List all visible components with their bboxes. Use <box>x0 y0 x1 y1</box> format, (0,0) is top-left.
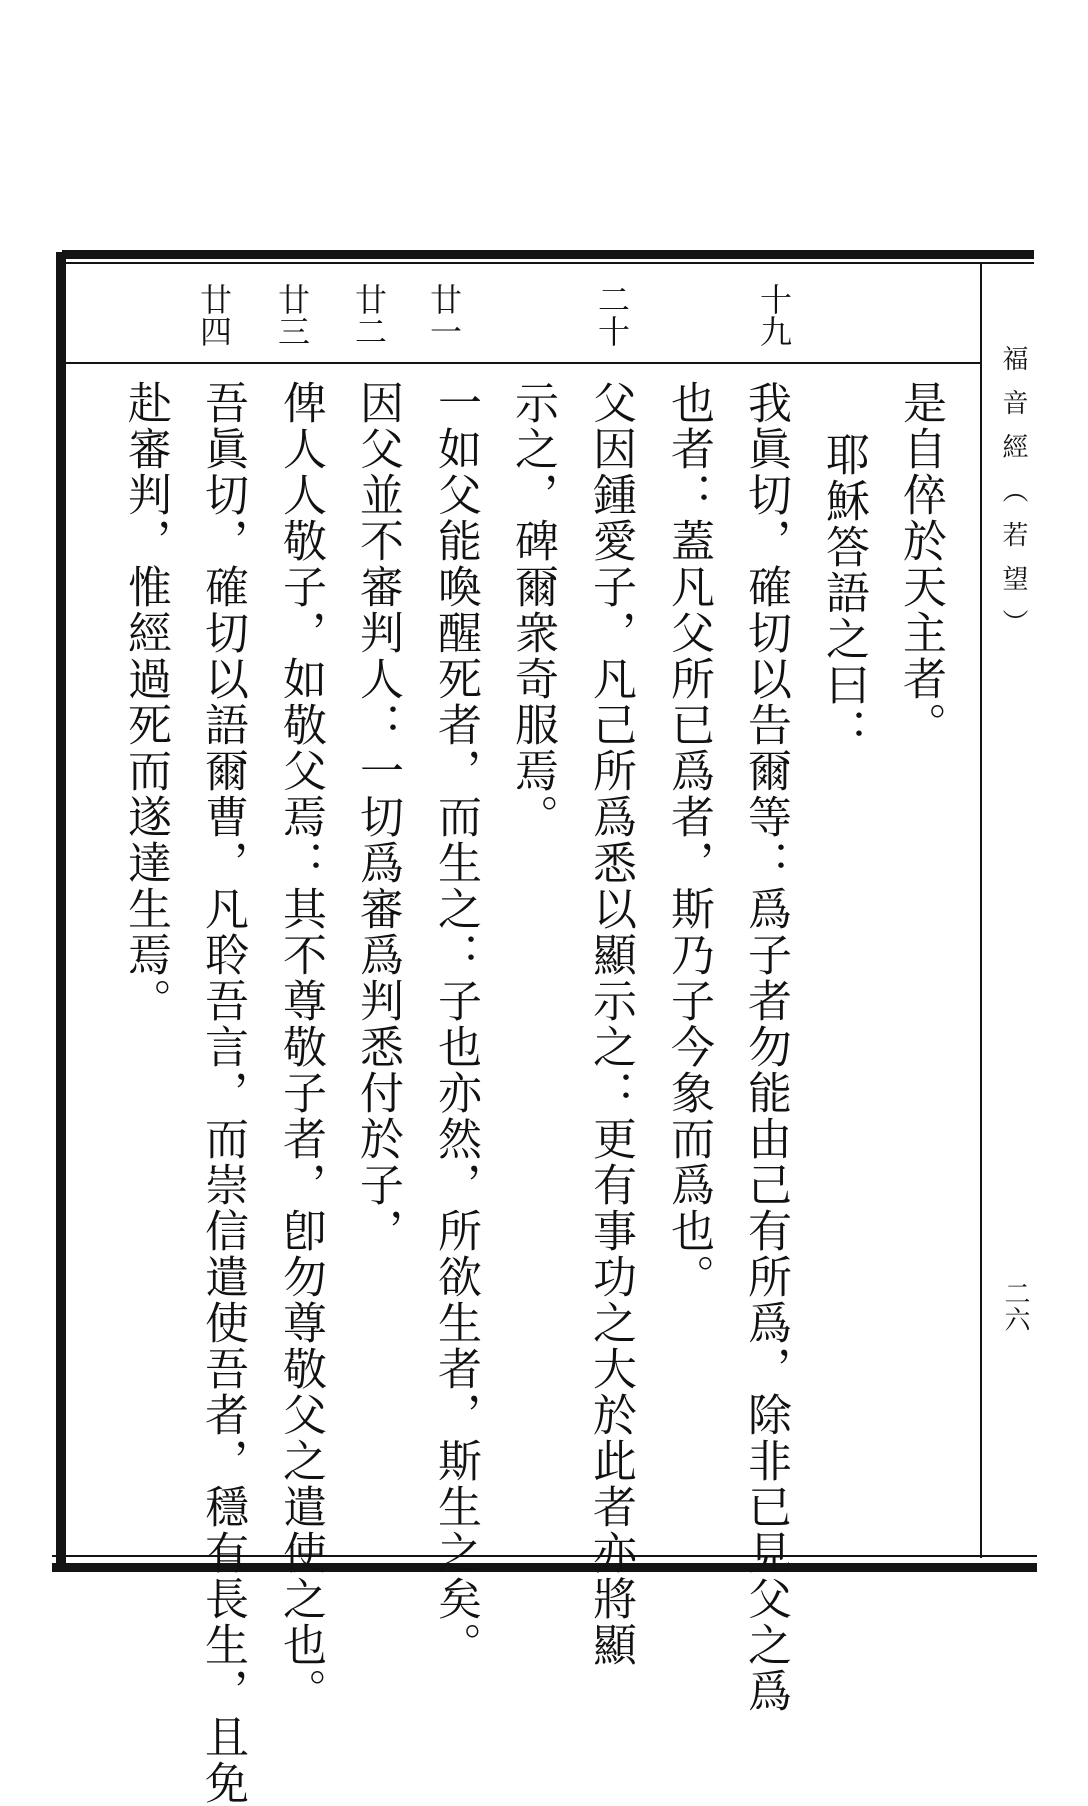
verse-number-21: 廿一 <box>425 283 463 347</box>
text-column-5: 父因鍾愛子，凡己所爲悉以顯示之：更有事功之大於此者亦將顯 <box>585 380 636 1668</box>
text-column-7: 一如父能喚醒死者，而生之：子也亦然，所欲生者，斯生之矣。 <box>430 380 481 1668</box>
verse-number-24: 廿四 <box>195 283 233 347</box>
text-column-6: 示之，碑爾衆奇服焉。 <box>507 380 558 840</box>
top-border-thick <box>62 250 1034 259</box>
text-column-2: 耶穌答語之曰： <box>818 432 869 754</box>
verse-number-20: 二十 <box>593 283 631 347</box>
right-border <box>980 262 982 1558</box>
text-column-11: 赴審判，惟經過死而遂達生焉。 <box>120 380 171 1024</box>
verse-number-divider <box>66 362 980 364</box>
text-column-3: 我眞切，確切以告爾等：爲子者勿能由己有所爲，除非已見父之爲 <box>740 380 791 1714</box>
text-column-9: 俾人人敬子，如敬父焉：其不尊敬子者，卽勿尊敬父之遣使之也。 <box>275 380 326 1714</box>
verse-number-23: 廿三 <box>273 283 311 347</box>
page-number: 二六 <box>1000 1280 1030 1332</box>
running-title: 福音經（若望） <box>998 345 1028 653</box>
left-border <box>56 252 66 1570</box>
text-column-10: 吾眞切，確切以語爾曹，凡聆吾言，而崇信遣使吾者，穩有長生，且免 <box>197 380 248 1806</box>
text-column-8: 因父並不審判人：一切爲審爲判悉付於子， <box>352 380 403 1254</box>
text-column-1: 是自倅於天主者。 <box>895 380 946 748</box>
verse-number-19: 十九 <box>755 283 793 347</box>
verse-number-22: 廿二 <box>350 283 388 347</box>
top-border-thin <box>62 262 1034 264</box>
text-column-4: 也者：蓋凡父所已爲者，斯乃子今象而爲也。 <box>663 380 714 1300</box>
